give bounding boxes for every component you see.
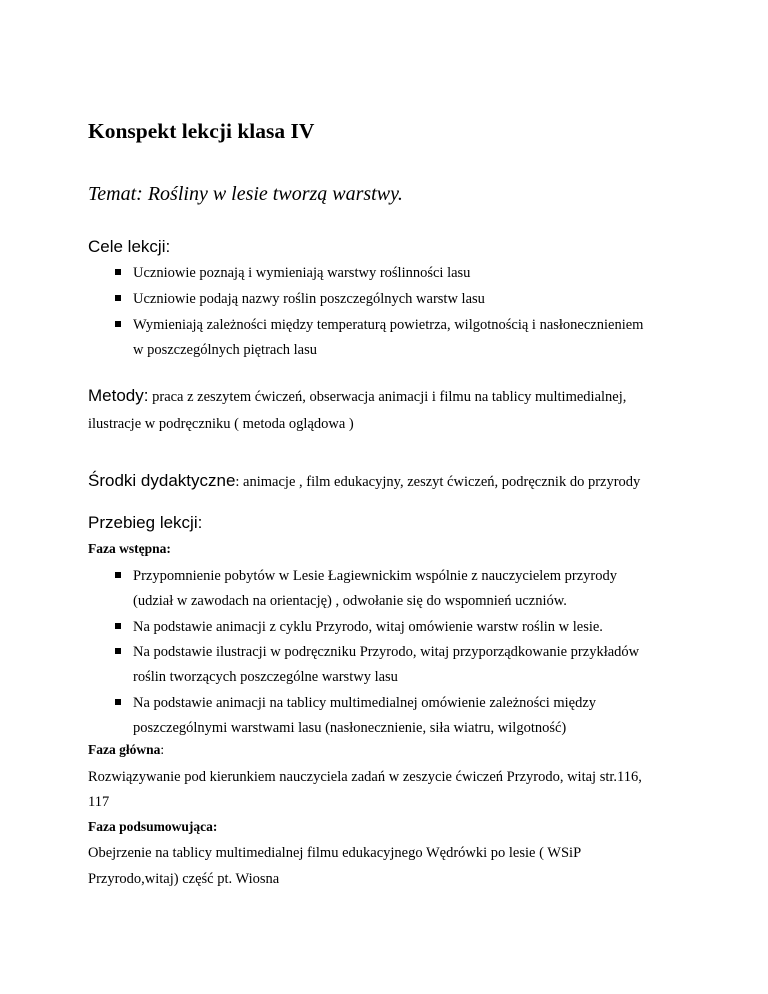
intro-phase-item: Na podstawie animacji na tablicy multimedialnej omówienie zależności między (133, 695, 597, 711)
lesson-topic: Temat: Rośliny w lesie tworzą warstwy. (88, 183, 403, 205)
methods-text-continuation: ilustracje w podręczniku ( metoda oglądowa ) (88, 416, 354, 432)
main-phase-label: Faza główna (88, 742, 161, 757)
goal-item-continuation: w poszczególnych piętrach lasu (133, 342, 317, 358)
main-phase-text: Rozwiązywanie pod kierunkiem nauczyciela zadań w zeszycie ćwiczeń Przyrodo, witaj str.116, (88, 769, 642, 785)
intro-phase-item-continuation: (udział w zawodach na orientację) , odwołanie się do wspomnień uczniów. (133, 593, 567, 609)
bullet-icon (115, 623, 121, 629)
summary-phase-text: Obejrzenie na tablicy multimedialnej filmu edukacyjnego Wędrówki po lesie ( WSiP (88, 845, 582, 861)
methods-text: praca z zeszytem ćwiczeń, obserwacja animacji i filmu na tablicy multimedialnej, (148, 389, 627, 405)
bullet-icon (115, 572, 121, 578)
methods-paragraph (88, 385, 626, 408)
summary-phase-text-continuation: Przyrodo,witaj) część pt. Wiosna (88, 871, 280, 887)
bullet-icon (115, 295, 121, 301)
main-phase-heading (88, 742, 164, 758)
bullet-icon (115, 321, 121, 327)
intro-phase-item: Przypomnienie pobytów w Lesie Łagiewnickim wspólnie z nauczycielem przyrody (133, 568, 617, 584)
main-phase-colon: : (160, 742, 165, 757)
intro-phase-item-continuation: poszczególnymi warstwami lasu (nasłonecznienie, siła wiatru, wilgotność) (133, 720, 567, 736)
aids-paragraph (88, 470, 640, 493)
intro-phase-label: Faza wstępna: (88, 541, 171, 556)
goal-item: Wymieniają zależności między temperaturą powietrza, wilgotnością i nasłonecznieniem (133, 317, 644, 333)
intro-phase-item: Na podstawie ilustracji w podręczniku Przyrodo, witaj przyporządkowanie przykładów (133, 644, 640, 660)
goal-item: Uczniowie poznają i wymieniają warstwy roślinności lasu (133, 265, 471, 281)
summary-phase-label: Faza podsumowująca: (88, 819, 218, 834)
procedure-heading: Przebieg lekcji: (88, 513, 203, 532)
document-title: Konspekt lekcji klasa IV (88, 119, 315, 143)
bullet-icon (115, 648, 121, 654)
goal-item: Uczniowie podają nazwy roślin poszczególnych warstw lasu (133, 291, 485, 307)
intro-phase-item-continuation: roślin tworzących poszczególne warstwy lasu (133, 669, 398, 685)
goals-heading: Cele lekcji: (88, 237, 171, 256)
aids-label: Środki dydaktyczne (88, 471, 236, 490)
methods-label: Metody: (88, 386, 149, 405)
bullet-icon (115, 699, 121, 705)
bullet-icon (115, 269, 121, 275)
aids-text: : animacje , film edukacyjny, zeszyt ćwiczeń, podręcznik do przyrody (235, 474, 641, 490)
intro-phase-item: Na podstawie animacji z cyklu Przyrodo, witaj omówienie warstw roślin w lesie. (133, 619, 603, 635)
main-phase-text-continuation: 117 (88, 794, 110, 810)
